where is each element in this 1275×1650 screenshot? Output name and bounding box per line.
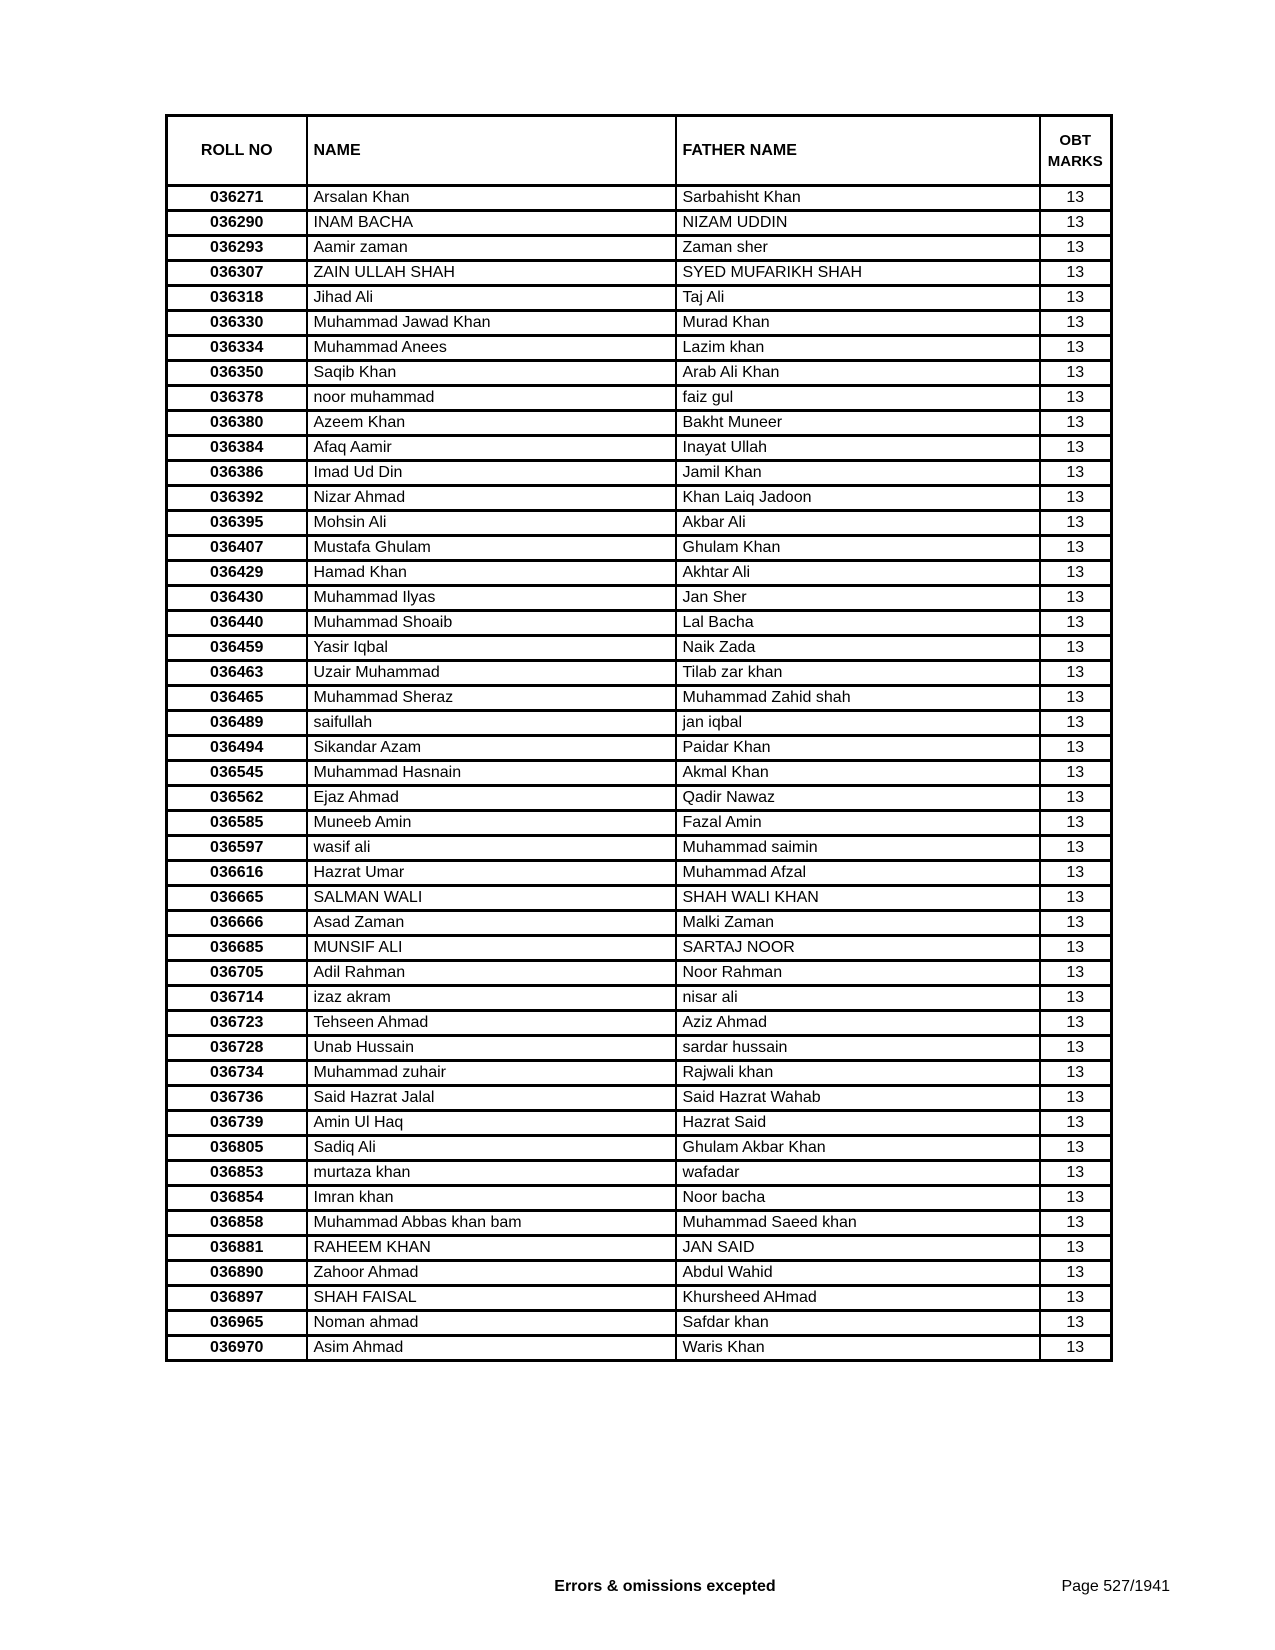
obt-marks-cell: 13 <box>1040 1011 1112 1036</box>
obt-marks-cell: 13 <box>1040 811 1112 836</box>
roll-no-cell: 036665 <box>167 886 307 911</box>
obt-marks-cell: 13 <box>1040 411 1112 436</box>
father-name-cell: Muhammad Afzal <box>676 861 1040 886</box>
roll-no-cell: 036384 <box>167 436 307 461</box>
father-name-cell: faiz gul <box>676 386 1040 411</box>
father-name-cell: Murad Khan <box>676 311 1040 336</box>
father-name-cell: Safdar khan <box>676 1311 1040 1336</box>
roll-no-cell: 036429 <box>167 561 307 586</box>
obt-marks-cell: 13 <box>1040 1261 1112 1286</box>
obt-marks-cell: 13 <box>1040 511 1112 536</box>
name-cell: wasif ali <box>307 836 676 861</box>
father-name-cell: Lazim khan <box>676 336 1040 361</box>
table-row <box>167 986 1112 1011</box>
table-row <box>167 711 1112 736</box>
father-name-cell: SYED MUFARIKH SHAH <box>676 261 1040 286</box>
footer-note: Errors & omissions excepted <box>554 1578 776 1595</box>
father-name-cell: Hazrat Said <box>676 1111 1040 1136</box>
name-cell: Mustafa Ghulam <box>307 536 676 561</box>
father-name-cell: Taj Ali <box>676 286 1040 311</box>
father-name-cell: Tilab zar khan <box>676 661 1040 686</box>
obt-marks-cell: 13 <box>1040 561 1112 586</box>
header-row <box>167 116 1112 186</box>
name-cell: Muhammad zuhair <box>307 1061 676 1086</box>
name-cell: Imad Ud Din <box>307 461 676 486</box>
obt-marks-cell: 13 <box>1040 1136 1112 1161</box>
name-cell: Ejaz Ahmad <box>307 786 676 811</box>
roll-no-cell: 036965 <box>167 1311 307 1336</box>
name-cell: Said Hazrat Jalal <box>307 1086 676 1111</box>
table-row <box>167 611 1112 636</box>
father-name-cell: Ghulam Khan <box>676 536 1040 561</box>
obt-marks-cell: 13 <box>1040 636 1112 661</box>
father-name-cell: Naik Zada <box>676 636 1040 661</box>
name-cell: Hamad Khan <box>307 561 676 586</box>
father-name-cell: Muhammad Saeed khan <box>676 1211 1040 1236</box>
name-cell: ZAIN ULLAH SHAH <box>307 261 676 286</box>
name-cell: Asim Ahmad <box>307 1336 676 1361</box>
table-row <box>167 961 1112 986</box>
father-name-cell: Aziz Ahmad <box>676 1011 1040 1036</box>
roll-no-cell: 036271 <box>167 186 307 211</box>
table-row <box>167 661 1112 686</box>
roll-no-cell: 036465 <box>167 686 307 711</box>
father-name-cell: Sarbahisht Khan <box>676 186 1040 211</box>
table-row <box>167 936 1112 961</box>
roll-no-cell: 036858 <box>167 1211 307 1236</box>
roll-no-cell: 036307 <box>167 261 307 286</box>
obt-marks-cell: 13 <box>1040 886 1112 911</box>
table-row <box>167 1186 1112 1211</box>
roll-no-cell: 036705 <box>167 961 307 986</box>
obt-marks-cell: 13 <box>1040 1236 1112 1261</box>
table-row <box>167 886 1112 911</box>
obt-marks-cell: 13 <box>1040 1061 1112 1086</box>
roll-no-cell: 036585 <box>167 811 307 836</box>
roll-no-cell: 036380 <box>167 411 307 436</box>
name-cell: Azeem Khan <box>307 411 676 436</box>
roll-no-cell: 036392 <box>167 486 307 511</box>
table-row <box>167 1061 1112 1086</box>
name-cell: izaz akram <box>307 986 676 1011</box>
name-cell: Muhammad Hasnain <box>307 761 676 786</box>
obt-marks-cell: 13 <box>1040 261 1112 286</box>
father-name-cell: JAN SAID <box>676 1236 1040 1261</box>
table-row <box>167 786 1112 811</box>
father-name-cell: wafadar <box>676 1161 1040 1186</box>
name-cell: Zahoor Ahmad <box>307 1261 676 1286</box>
roll-no-cell: 036293 <box>167 236 307 261</box>
obt-marks-cell: 13 <box>1040 836 1112 861</box>
name-cell: Noman ahmad <box>307 1311 676 1336</box>
father-name-cell: Lal Bacha <box>676 611 1040 636</box>
obt-marks-cell: 13 <box>1040 1286 1112 1311</box>
name-cell: Muhammad Anees <box>307 336 676 361</box>
table-row <box>167 686 1112 711</box>
roll-no-cell: 036330 <box>167 311 307 336</box>
obt-marks-cell: 13 <box>1040 211 1112 236</box>
name-cell: Amin Ul Haq <box>307 1111 676 1136</box>
father-name-cell: Muhammad saimin <box>676 836 1040 861</box>
name-cell: saifullah <box>307 711 676 736</box>
obt-marks-cell: 13 <box>1040 236 1112 261</box>
header-father-name: FATHER NAME <box>676 116 1040 186</box>
obt-marks-cell: 13 <box>1040 1211 1112 1236</box>
table-row <box>167 1136 1112 1161</box>
table-row <box>167 1286 1112 1311</box>
name-cell: Uzair Muhammad <box>307 661 676 686</box>
name-cell: Mohsin Ali <box>307 511 676 536</box>
father-name-cell: Noor Rahman <box>676 961 1040 986</box>
obt-marks-cell: 13 <box>1040 1036 1112 1061</box>
roll-no-cell: 036440 <box>167 611 307 636</box>
table-row <box>167 286 1112 311</box>
table-row <box>167 461 1112 486</box>
roll-no-cell: 036723 <box>167 1011 307 1036</box>
table-row <box>167 536 1112 561</box>
father-name-cell: Akmal Khan <box>676 761 1040 786</box>
father-name-cell: Waris Khan <box>676 1336 1040 1361</box>
roll-no-cell: 036386 <box>167 461 307 486</box>
table-row <box>167 486 1112 511</box>
roll-no-cell: 036459 <box>167 636 307 661</box>
obt-marks-cell: 13 <box>1040 286 1112 311</box>
obt-marks-cell: 13 <box>1040 711 1112 736</box>
father-name-cell: Bakht Muneer <box>676 411 1040 436</box>
roll-no-cell: 036350 <box>167 361 307 386</box>
table-row <box>167 586 1112 611</box>
name-cell: Unab Hussain <box>307 1036 676 1061</box>
obt-marks-cell: 13 <box>1040 461 1112 486</box>
obt-marks-cell: 13 <box>1040 361 1112 386</box>
table-row <box>167 386 1112 411</box>
obt-marks-cell: 13 <box>1040 961 1112 986</box>
name-cell: Afaq Aamir <box>307 436 676 461</box>
obt-marks-cell: 13 <box>1040 436 1112 461</box>
table-row <box>167 1261 1112 1286</box>
name-cell: noor muhammad <box>307 386 676 411</box>
father-name-cell: SARTAJ NOOR <box>676 936 1040 961</box>
name-cell: Yasir Iqbal <box>307 636 676 661</box>
obt-marks-cell: 13 <box>1040 911 1112 936</box>
table-row <box>167 186 1112 211</box>
table-row <box>167 436 1112 461</box>
header-name: NAME <box>307 116 676 186</box>
obt-marks-cell: 13 <box>1040 1311 1112 1336</box>
table-row <box>167 311 1112 336</box>
name-cell: Tehseen Ahmad <box>307 1011 676 1036</box>
obt-marks-cell: 13 <box>1040 336 1112 361</box>
roll-no-cell: 036545 <box>167 761 307 786</box>
results-table-header <box>167 116 1112 186</box>
table-row <box>167 836 1112 861</box>
obt-marks-cell: 13 <box>1040 311 1112 336</box>
name-cell: MUNSIF ALI <box>307 936 676 961</box>
roll-no-cell: 036430 <box>167 586 307 611</box>
header-roll-no: ROLL NO <box>167 116 307 186</box>
table-row <box>167 736 1112 761</box>
name-cell: SHAH FAISAL <box>307 1286 676 1311</box>
roll-no-cell: 036562 <box>167 786 307 811</box>
roll-no-cell: 036881 <box>167 1236 307 1261</box>
roll-no-cell: 036290 <box>167 211 307 236</box>
roll-no-cell: 036685 <box>167 936 307 961</box>
obt-marks-cell: 13 <box>1040 1161 1112 1186</box>
table-row <box>167 636 1112 661</box>
father-name-cell: Jan Sher <box>676 586 1040 611</box>
name-cell: Aamir zaman <box>307 236 676 261</box>
roll-no-cell: 036334 <box>167 336 307 361</box>
name-cell: Jihad Ali <box>307 286 676 311</box>
roll-no-cell: 036890 <box>167 1261 307 1286</box>
obt-marks-cell: 13 <box>1040 1111 1112 1136</box>
father-name-cell: Khursheed AHmad <box>676 1286 1040 1311</box>
table-row <box>167 811 1112 836</box>
father-name-cell: jan iqbal <box>676 711 1040 736</box>
father-name-cell: nisar ali <box>676 986 1040 1011</box>
table-row <box>167 336 1112 361</box>
roll-no-cell: 036805 <box>167 1136 307 1161</box>
name-cell: Asad Zaman <box>307 911 676 936</box>
roll-no-cell: 036736 <box>167 1086 307 1111</box>
roll-no-cell: 036739 <box>167 1111 307 1136</box>
table-row <box>167 761 1112 786</box>
table-row <box>167 411 1112 436</box>
roll-no-cell: 036970 <box>167 1336 307 1361</box>
name-cell: Muneeb Amin <box>307 811 676 836</box>
obt-marks-cell: 13 <box>1040 586 1112 611</box>
father-name-cell: Jamil Khan <box>676 461 1040 486</box>
name-cell: Hazrat Umar <box>307 861 676 886</box>
roll-no-cell: 036597 <box>167 836 307 861</box>
father-name-cell: Muhammad Zahid shah <box>676 686 1040 711</box>
father-name-cell: Khan Laiq Jadoon <box>676 486 1040 511</box>
roll-no-cell: 036897 <box>167 1286 307 1311</box>
table-row <box>167 1011 1112 1036</box>
roll-no-cell: 036728 <box>167 1036 307 1061</box>
obt-marks-cell: 13 <box>1040 661 1112 686</box>
name-cell: Nizar Ahmad <box>307 486 676 511</box>
table-row <box>167 561 1112 586</box>
name-cell: Muhammad Jawad Khan <box>307 311 676 336</box>
header-obt-marks: OBT MARKS <box>1040 116 1112 186</box>
obt-marks-cell: 13 <box>1040 861 1112 886</box>
father-name-cell: SHAH WALI KHAN <box>676 886 1040 911</box>
obt-marks-cell: 13 <box>1040 986 1112 1011</box>
name-cell: SALMAN WALI <box>307 886 676 911</box>
name-cell: RAHEEM KHAN <box>307 1236 676 1261</box>
name-cell: Sikandar Azam <box>307 736 676 761</box>
table-row <box>167 1236 1112 1261</box>
roll-no-cell: 036318 <box>167 286 307 311</box>
father-name-cell: Paidar Khan <box>676 736 1040 761</box>
roll-no-cell: 036853 <box>167 1161 307 1186</box>
name-cell: murtaza khan <box>307 1161 676 1186</box>
obt-marks-cell: 13 <box>1040 1086 1112 1111</box>
obt-marks-cell: 13 <box>1040 786 1112 811</box>
father-name-cell: Rajwali khan <box>676 1061 1040 1086</box>
name-cell: INAM BACHA <box>307 211 676 236</box>
name-cell: Muhammad Ilyas <box>307 586 676 611</box>
father-name-cell: Said Hazrat Wahab <box>676 1086 1040 1111</box>
table-row <box>167 861 1112 886</box>
name-cell: Saqib Khan <box>307 361 676 386</box>
father-name-cell: sardar hussain <box>676 1036 1040 1061</box>
name-cell: Adil Rahman <box>307 961 676 986</box>
table-row <box>167 1336 1112 1361</box>
results-table <box>165 114 1113 1362</box>
table-row <box>167 211 1112 236</box>
table-row <box>167 911 1112 936</box>
name-cell: Muhammad Abbas khan bam <box>307 1211 676 1236</box>
father-name-cell: Qadir Nawaz <box>676 786 1040 811</box>
obt-marks-cell: 13 <box>1040 536 1112 561</box>
roll-no-cell: 036378 <box>167 386 307 411</box>
father-name-cell: Noor bacha <box>676 1186 1040 1211</box>
father-name-cell: Fazal Amin <box>676 811 1040 836</box>
obt-marks-cell: 13 <box>1040 611 1112 636</box>
father-name-cell: Ghulam Akbar Khan <box>676 1136 1040 1161</box>
table-row <box>167 1111 1112 1136</box>
obt-marks-cell: 13 <box>1040 1186 1112 1211</box>
father-name-cell: Arab Ali Khan <box>676 361 1040 386</box>
table-row <box>167 511 1112 536</box>
roll-no-cell: 036463 <box>167 661 307 686</box>
father-name-cell: NIZAM UDDIN <box>676 211 1040 236</box>
table-row <box>167 1161 1112 1186</box>
roll-no-cell: 036854 <box>167 1186 307 1211</box>
roll-no-cell: 036714 <box>167 986 307 1011</box>
father-name-cell: Akbar Ali <box>676 511 1040 536</box>
name-cell: Sadiq Ali <box>307 1136 676 1161</box>
obt-marks-cell: 13 <box>1040 486 1112 511</box>
obt-marks-cell: 13 <box>1040 686 1112 711</box>
table-row <box>167 1311 1112 1336</box>
obt-marks-cell: 13 <box>1040 761 1112 786</box>
name-cell: Muhammad Shoaib <box>307 611 676 636</box>
father-name-cell: Abdul Wahid <box>676 1261 1040 1286</box>
roll-no-cell: 036395 <box>167 511 307 536</box>
name-cell: Muhammad Sheraz <box>307 686 676 711</box>
father-name-cell: Malki Zaman <box>676 911 1040 936</box>
roll-no-cell: 036494 <box>167 736 307 761</box>
page-number: Page 527/1941 <box>1061 1578 1170 1595</box>
father-name-cell: Inayat Ullah <box>676 436 1040 461</box>
table-row <box>167 1211 1112 1236</box>
roll-no-cell: 036489 <box>167 711 307 736</box>
name-cell: Arsalan Khan <box>307 186 676 211</box>
obt-marks-cell: 13 <box>1040 186 1112 211</box>
obt-marks-cell: 13 <box>1040 736 1112 761</box>
table-row <box>167 261 1112 286</box>
obt-marks-cell: 13 <box>1040 936 1112 961</box>
results-table-body <box>167 186 1112 1361</box>
roll-no-cell: 036407 <box>167 536 307 561</box>
roll-no-cell: 036734 <box>167 1061 307 1086</box>
father-name-cell: Zaman sher <box>676 236 1040 261</box>
table-row <box>167 1036 1112 1061</box>
father-name-cell: Akhtar Ali <box>676 561 1040 586</box>
roll-no-cell: 036616 <box>167 861 307 886</box>
obt-marks-cell: 13 <box>1040 386 1112 411</box>
obt-marks-cell: 13 <box>1040 1336 1112 1361</box>
name-cell: Imran khan <box>307 1186 676 1211</box>
table-row <box>167 361 1112 386</box>
roll-no-cell: 036666 <box>167 911 307 936</box>
table-row <box>167 236 1112 261</box>
table-row <box>167 1086 1112 1111</box>
